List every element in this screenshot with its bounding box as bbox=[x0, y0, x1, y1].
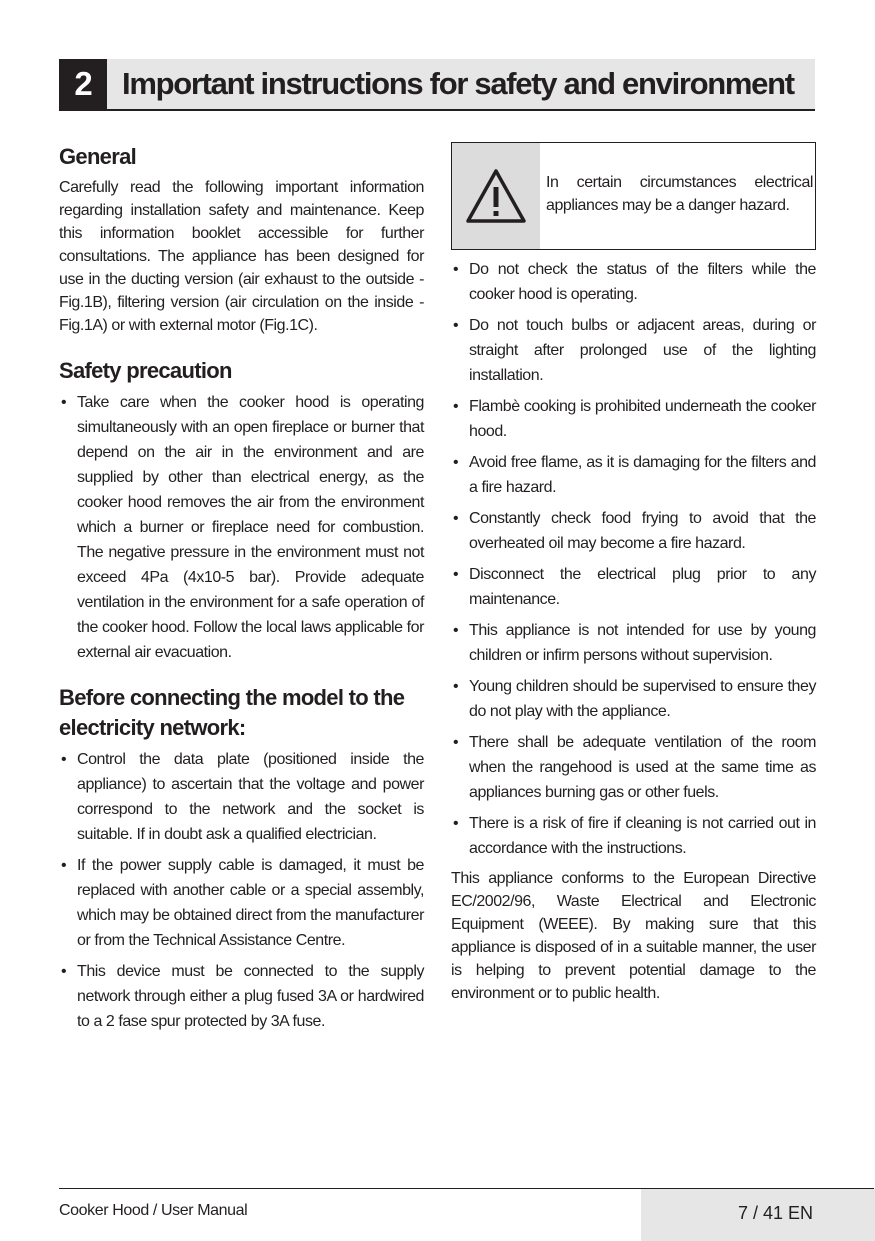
list-item: • Young children should be supervised to ensure they do not play with the appliance. bbox=[451, 674, 816, 724]
list-item: • Do not touch bulbs or adjacent areas, during or straight after prolonged use of the lighting installation. bbox=[451, 313, 816, 388]
list-item: • Do not check the status of the filters while the cooker hood is operating. bbox=[451, 257, 816, 307]
connecting-list bbox=[59, 747, 424, 1034]
list-item: • Avoid free flame, as it is damaging for the filters and a fire hazard. bbox=[451, 450, 816, 500]
safety-heading: Safety precaution bbox=[59, 358, 232, 383]
list-item: • Take care when the cooker hood is operating simultaneously with an open fireplace or burner that depend on the air in the environment and are supplied by other than electrical energy, as the cooker hood removes the air from the environment which a burner or fireplace need for combustion. The negative pressure in the environment must not exceed 4Pa (4x10-5 bar). Provide adequate ventilation in the environment for a safe operation of the cooker hood. Follow the local laws applicable for external air evacuation. bbox=[59, 390, 424, 665]
warning-triangle-icon bbox=[452, 143, 540, 249]
connecting-heading: Before connecting the model to the electricity network: bbox=[59, 685, 405, 740]
general-text: Carefully read the following important information regarding installation safety and maintenance. Keep this information booklet accessible for further consultations. The appliance has been designed for use in the ducting version (air exhaust to the outside - Fig.1B), filtering version (air circulation on the inside - Fig.1A) or with external motor (Fig.1C). bbox=[59, 179, 424, 334]
safety-section bbox=[59, 356, 424, 665]
list-item: • If the power supply cable is damaged, it must be replaced with another cable or a special assembly, which may be obtained direct from the manufacturer or from the Technical Assistance Centre. bbox=[59, 853, 424, 953]
general-section bbox=[59, 142, 424, 337]
list-item: • There shall be adequate ventilation of the room when the rangehood is used at the same time as appliances burning gas or other fuels. bbox=[451, 730, 816, 805]
precautions-list bbox=[451, 257, 816, 861]
list-item: • Constantly check food frying to avoid that the overheated oil may become a fire hazard. bbox=[451, 506, 816, 556]
warning-box bbox=[451, 142, 816, 250]
weee-text: This appliance conforms to the European Directive EC/2002/96, Waste Electrical and Electronic Equipment (WEEE). By making sure that this appliance is disposed of in a suitable manner, the user is helping to prevent potential damage to the environment or to public health. bbox=[451, 870, 816, 1002]
chapter-title: Important instructions for safety and environment bbox=[122, 66, 794, 101]
right-column bbox=[451, 142, 816, 1005]
safety-list bbox=[59, 390, 424, 665]
list-item: • Control the data plate (positioned inside the appliance) to ascertain that the voltage and power correspond to the network and the socket is suitable. If in doubt ask a qualified electrician. bbox=[59, 747, 424, 847]
chapter-header bbox=[59, 59, 815, 111]
list-item: • Flambè cooking is prohibited underneath the cooker hood. bbox=[451, 394, 816, 444]
list-item: • Disconnect the electrical plug prior to any maintenance. bbox=[451, 562, 816, 612]
warning-text: In certain circumstances electrical appliances may be a danger hazard. bbox=[546, 174, 813, 214]
footer-page-box bbox=[641, 1189, 875, 1241]
list-item: • There is a risk of fire if cleaning is not carried out in accordance with the instructions. bbox=[451, 811, 816, 861]
page-number: 7 / 41 EN bbox=[737, 1203, 813, 1223]
connecting-section bbox=[59, 683, 424, 1034]
footer-title: Cooker Hood / User Manual bbox=[59, 1202, 248, 1219]
chapter-number: 2 bbox=[59, 59, 107, 109]
general-heading: General bbox=[59, 144, 137, 169]
left-column bbox=[59, 142, 424, 1040]
list-item: • This device must be connected to the supply network through either a plug fused 3A or hardwired to a 2 fase spur protected by 3A fuse. bbox=[59, 959, 424, 1034]
list-item: • This appliance is not intended for use by young children or infirm persons without supervision. bbox=[451, 618, 816, 668]
